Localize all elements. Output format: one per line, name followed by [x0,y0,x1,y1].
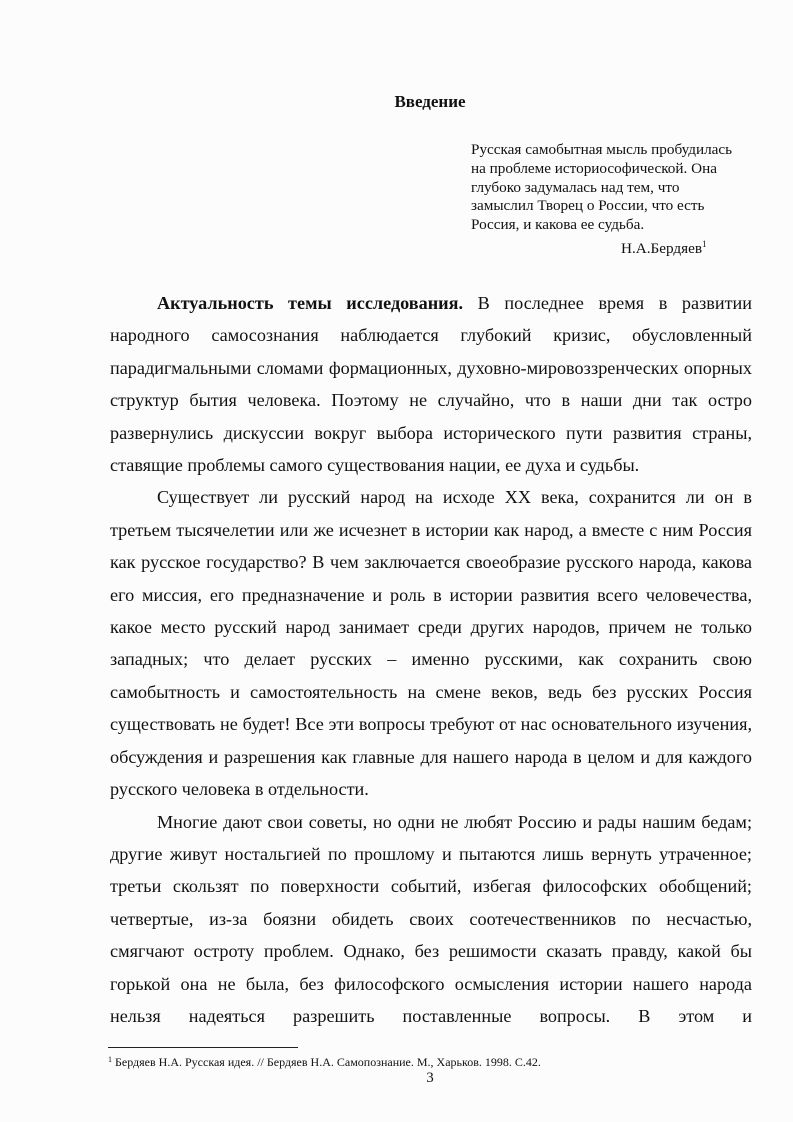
footnote-text: Бердяев Н.А. Русская идея. // Бердяев Н.А. Самопознание. М., Харьков. 1998. С.42. [115,1055,541,1069]
paragraph-text: В последнее время в развитии народного самосознания наблюдается глубокий кризис, обусловленный парадигмальными сломами формационных, духовно-мировоззренческих опорных структур бытия человека. Поэтому не случайно, что в наши дни так остро развернулись дискуссии вокруг выбора исторического пути развития страны, ставящие проблемы самого существования нации, ее духа и судьбы. [110,293,752,476]
paragraph-text: Многие дают свои советы, но одни не любят Россию и рады нашим бедам; другие живут ностальгией по прошлому и пытаются лишь вернуть утраченное; третьи скользят по поверхности событий, избегая философских обобщений; четвертые, из-за боязни обидеть своих соотечественников по несчастью, смягчают остроту проблем. Однако, без решимости сказать правду, какой бы горькой она не была, без философского осмысления истории нашего народа нельзя надеяться разрешить поставленные вопросы. В этом и [110,811,752,1026]
body-text [110,287,752,1032]
paragraph [110,481,752,805]
epigraph [471,141,771,259]
paragraph-text: Существует ли русский народ на исходе XX века, сохранится ли он в третьем тысячелетии или же исчезнет в истории как народ, а вместе с ним Россия как русское государство? В чем заключается своеобразие русского народа, какова его миссия, его предназначение и роль в истории развития всего человечества, какое место русский народ занимает среди других народов, причем не только западных; что делает русских – именно русскими, как сохранить свою самобытность и самостоятельность на смене веков, ведь без русских Россия существовать не будет! Все эти вопросы требуют от нас основательного изучения, обсуждения и разрешения как главные для нашего народа в целом и для каждого русского человека в отдельности. [110,487,752,800]
page-number: 3 [426,1070,434,1086]
footnote-mark: 1 [108,1055,112,1064]
epigraph-author [471,235,771,259]
paragraph [110,806,752,1033]
epigraph-line: глубоко задумалась над тем, что [471,178,680,196]
paragraph [110,287,752,481]
epigraph-line: замыслил Творец о России, что есть [471,197,705,215]
epigraph-footnote-mark: 1 [702,238,707,249]
page-title: Введение [394,92,466,111]
epigraph-line: Русская самобытная мысль пробудилась [471,141,733,158]
paragraph-lead: Актуальность темы исследования. [157,293,464,313]
footnote-divider [108,1047,298,1048]
epigraph-line: на проблеме историософической. Она [471,159,717,177]
epigraph-author-name: Н.А.Бердяев [621,239,703,257]
footnote [108,1055,541,1070]
epigraph-line: Россия, и какова ее судьба. [471,216,645,234]
